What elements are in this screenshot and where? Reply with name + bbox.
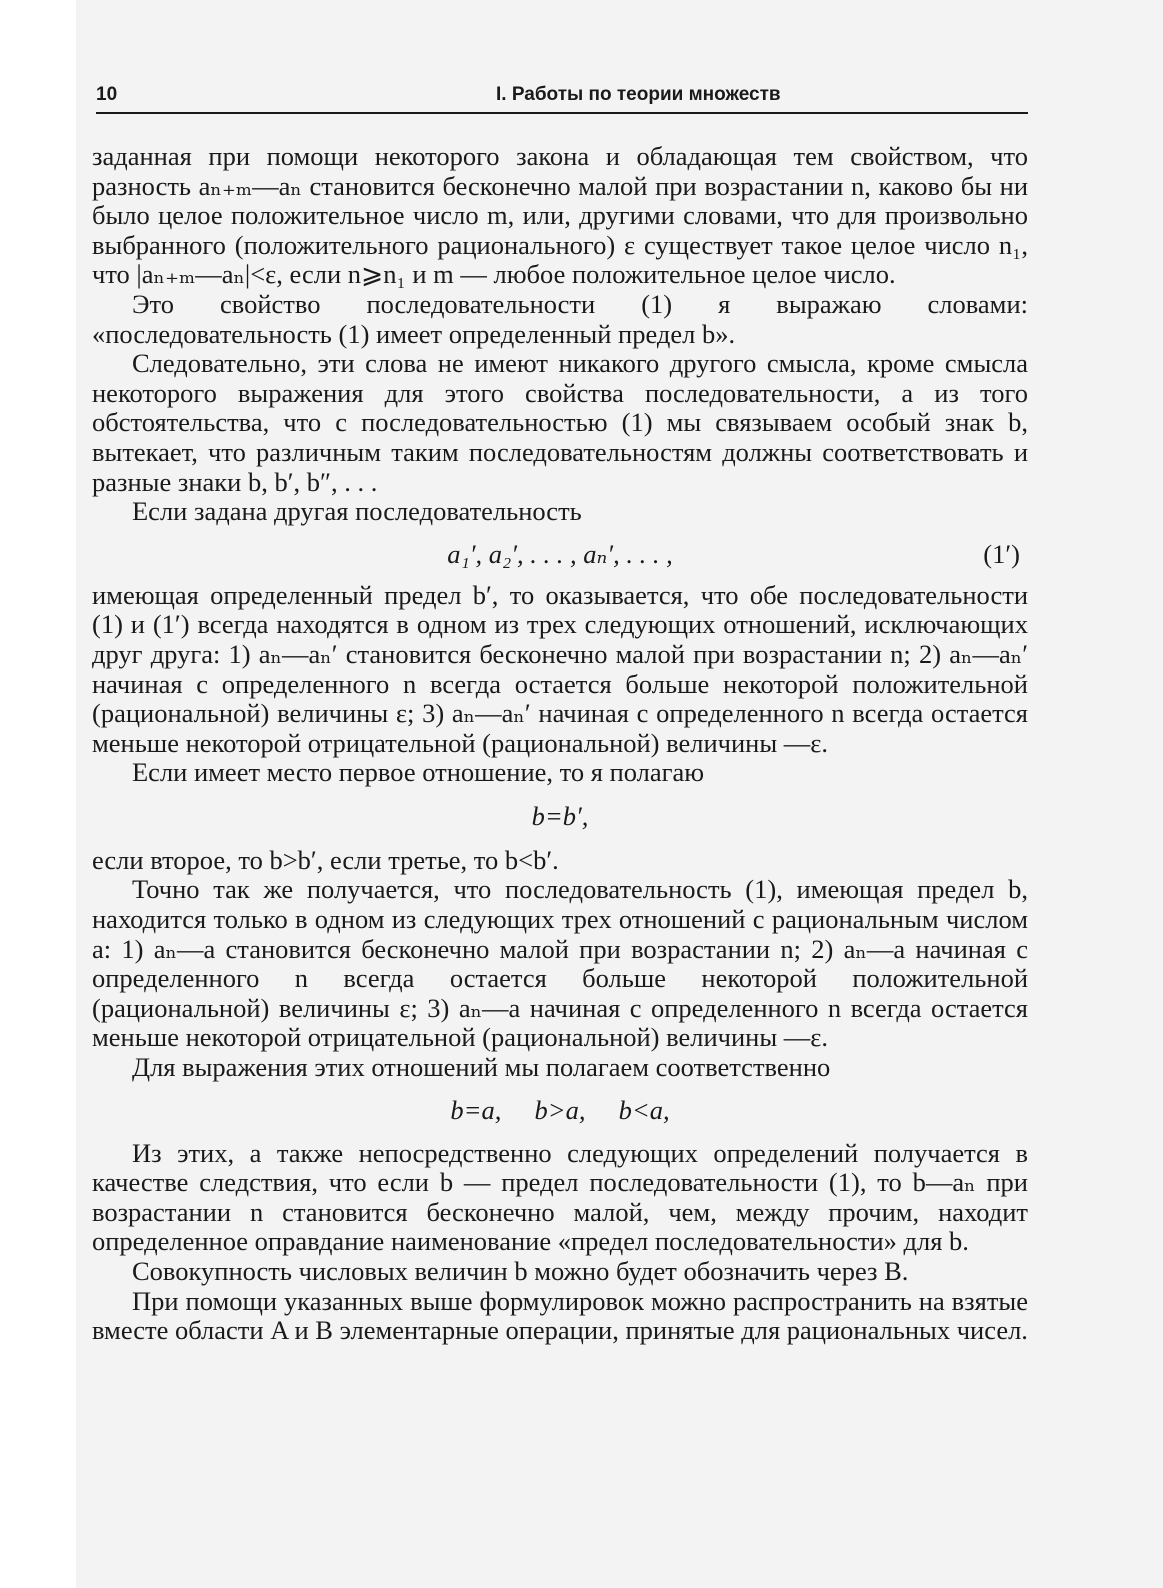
paragraph: Совокупность числовых величин b можно будет обозначить через B. (132, 1256, 909, 1286)
equation-number: (1′) (983, 538, 1020, 569)
formula-text: b=a, b>a, b<a, (450, 1094, 670, 1125)
paragraph: если второе, то b>b′, если третье, то b<b′. (92, 844, 559, 875)
paragraph: Если имеет место первое отношение, то я полагаю (132, 757, 705, 788)
formula-sequence (92, 529, 1028, 581)
paragraph: Следовательно, эти слова не имеют никакого другого смысла, кроме смысла некоторого выражения для этого свойства последовательности, а из того обстоятельства, что с последовательностью (1) мы связываем особый знак b, вытекает, что различным таким последовательностям должны соответствовать и разные знаки b, b′, b″, . . . (92, 348, 1028, 497)
formula-text: a₁′, a₂′, . . . , aₙ′, . . . , (447, 538, 673, 569)
paragraph: заданная при помощи некоторого закона и обладающая тем свойством, что разность aₙ₊ₘ—aₙ становится бесконечно малой при возрастании n, каково бы ни было целое положительное число m, или, другими словами, что для произвольно выбранного (положительного рационального) ε существует такое целое число n₁, что |aₙ₊ₘ—aₙ|<ε, если n⩾n₁ и m — любое положительное целое число. (92, 141, 1028, 290)
paragraph: Из этих, а также непосредственно следующих определений получается в качестве следствия, что если b — предел последовательности (1), то b—aₙ при возрастании n становится бесконечно малой, чем, между прочим, находит определенное оправдание наименование «предел последовательности» для b. (92, 1137, 1028, 1257)
page-header (96, 80, 1028, 114)
paragraph: При помощи указанных выше формулировок можно распространить на взятые вместе области A и B элементарные операции, принятые для рациональных чисел. (92, 1285, 1028, 1346)
paragraph: Это свойство последовательности (1) я выражаю словами: «последовательность (1) имеет определенный предел b». (92, 288, 1028, 349)
running-title: I. Работы по теории множеств (496, 84, 781, 105)
paragraph: Если задана другая последовательность (132, 496, 582, 527)
paragraph: имеющая определенный предел b′, то оказывается, что обе последовательности (1) и (1′) всегда находятся в одном из трех следующих отношений, исключающих друг друга: 1) aₙ—aₙ′ становится бесконечно малой при возрастании n; 2) aₙ—aₙ′ начиная с определенного n всегда остается больше некоторой положительной (рациональной) величины ε; 3) aₙ—aₙ′ начиная с определенного n всегда остается меньше некоторой отрицательной (рациональной) величины —ε. (92, 579, 1028, 758)
formula-equality: b=b′, (531, 800, 589, 831)
paragraph: Точно так же получается, что последовательность (1), имеющая предел b, находится только в одном из следующих трех отношений с рациональным числом a: 1) aₙ—a становится бесконечно малой при возрастании n; 2) aₙ—a начиная с определенного n всегда остается больше некоторой положительной (рациональной) величины ε; 3) aₙ—a начиная с определенного n всегда остается меньше некоторой отрицательной (рациональной) величины —ε. (92, 874, 1028, 1053)
paragraph: Для выражения этих отношений мы полагаем соответственно (132, 1052, 831, 1083)
page-number: 10 (96, 84, 118, 105)
formula-relations (92, 1083, 1028, 1139)
page-body (92, 142, 1028, 1346)
